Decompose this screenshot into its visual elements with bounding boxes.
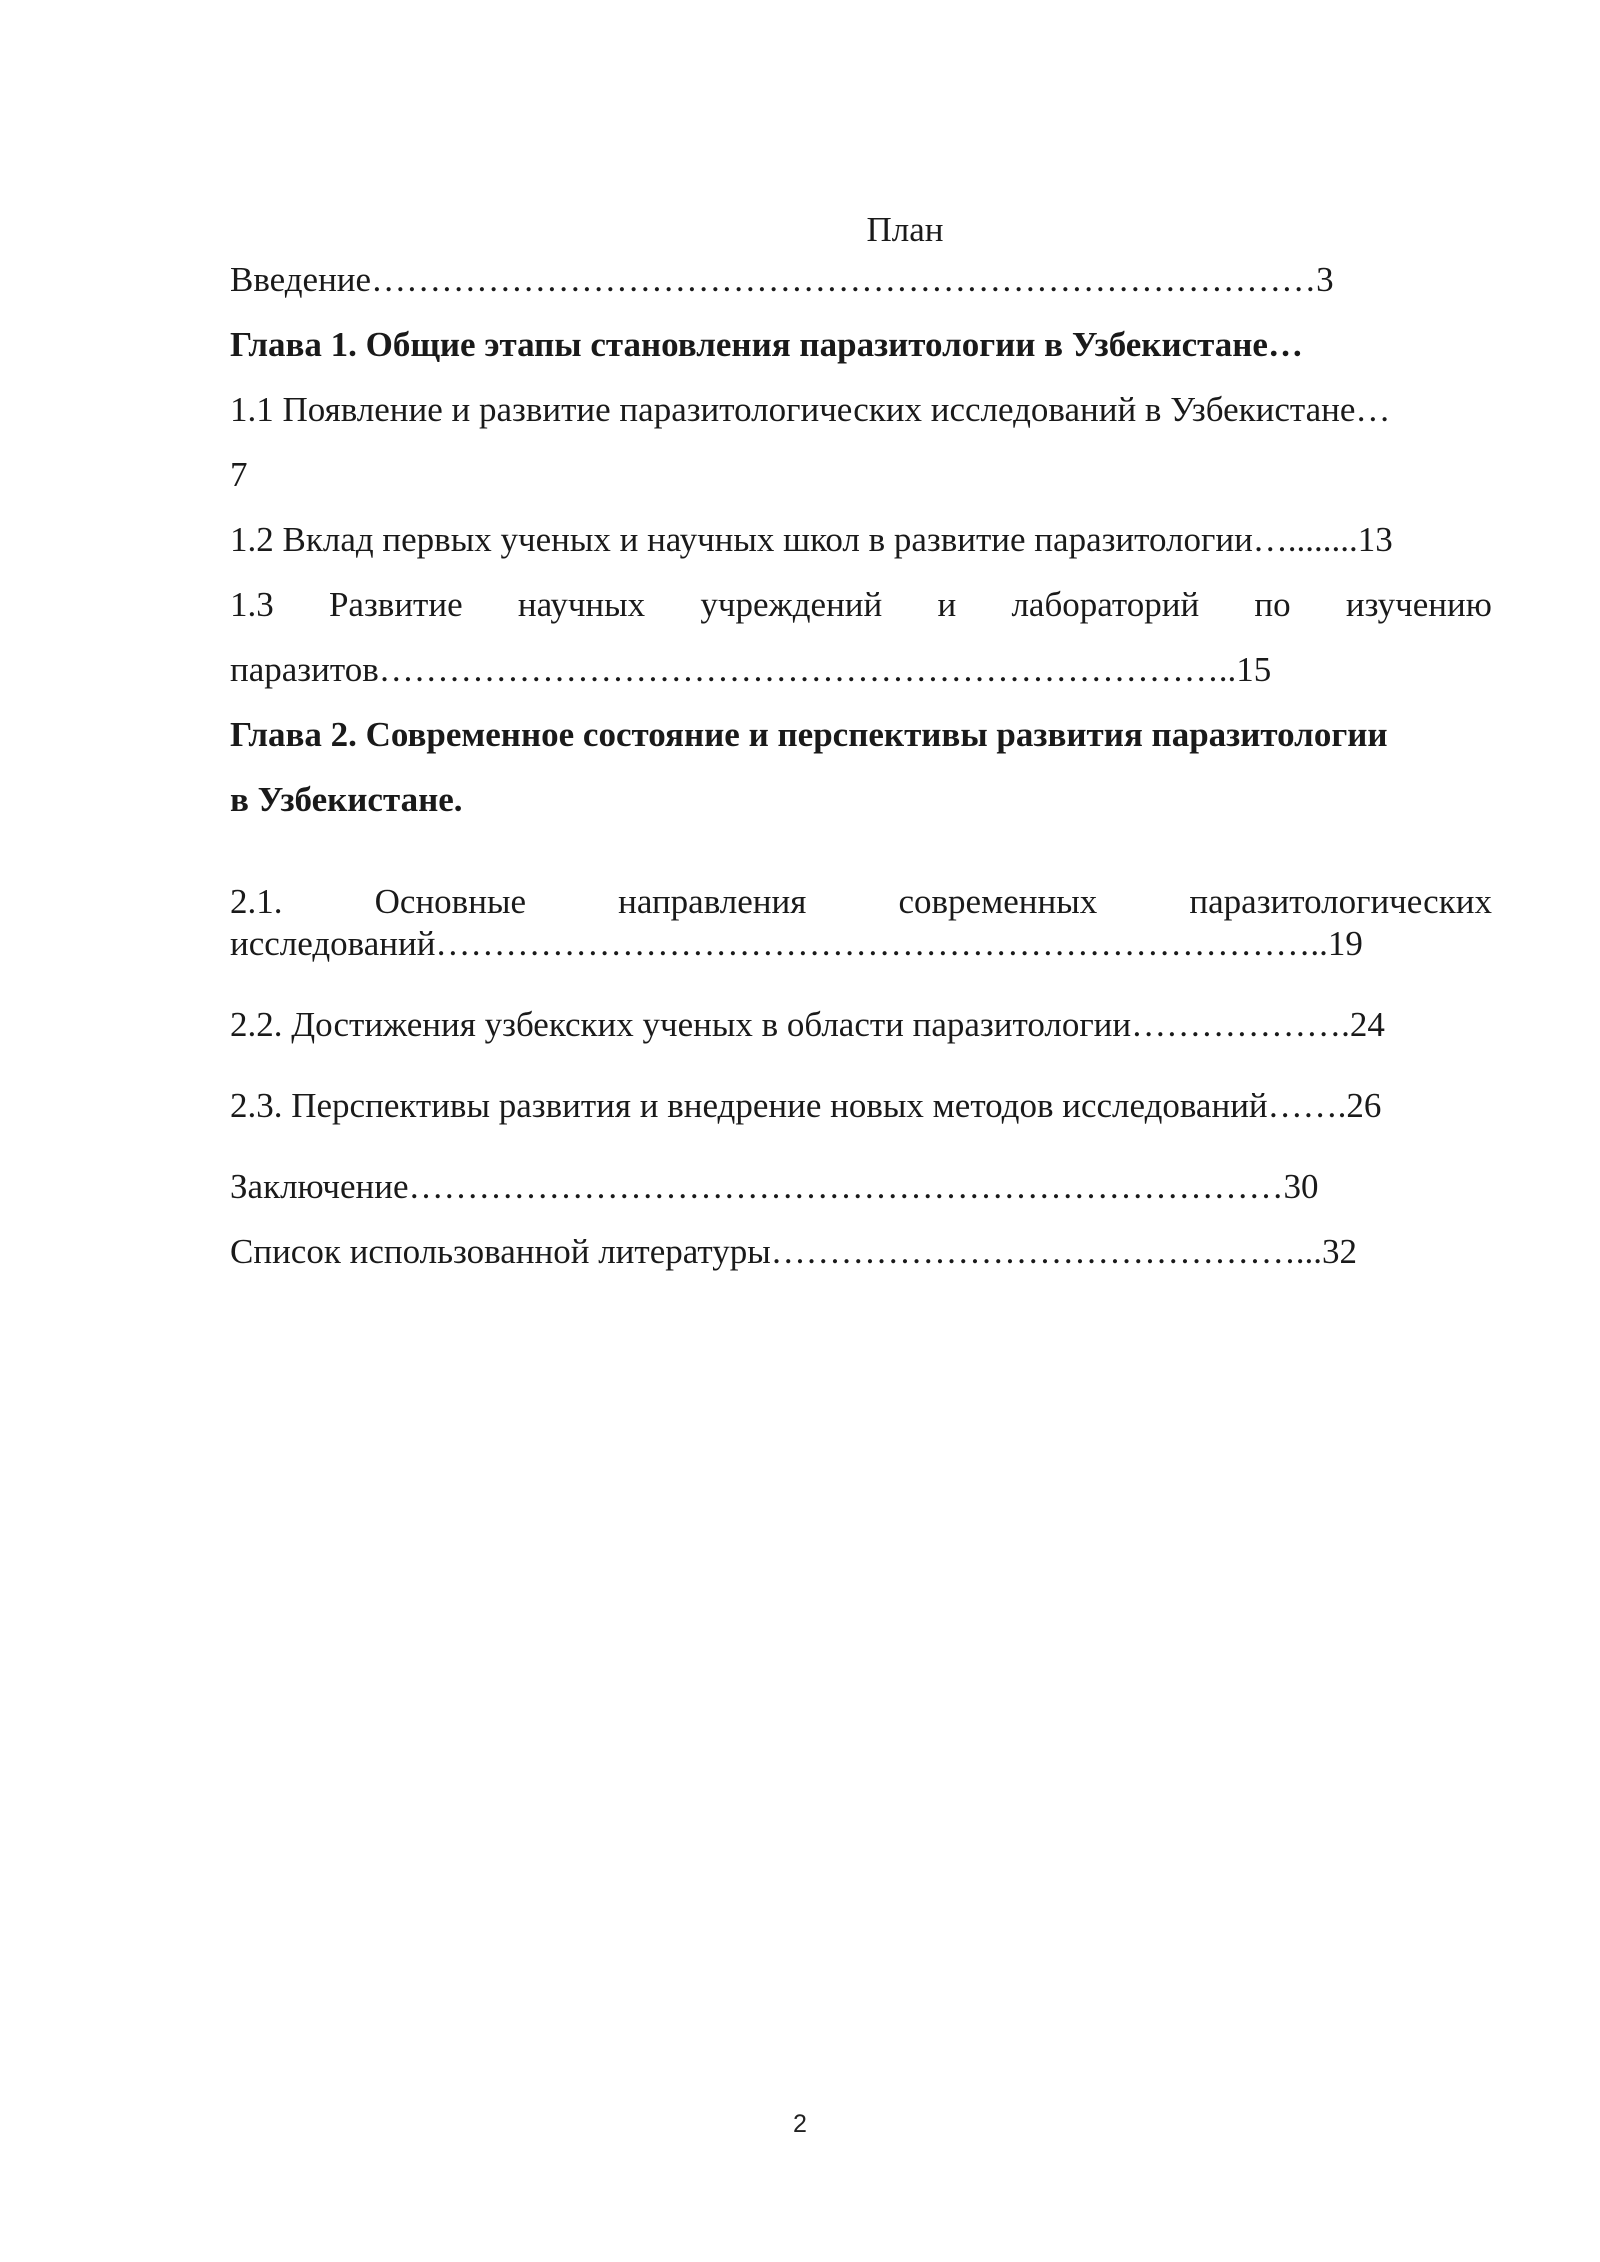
- toc-word: 1.3: [230, 585, 274, 624]
- toc-entry-references: Список использованной литературы………………………………………...32: [230, 1232, 1357, 1271]
- toc-entry-1-3-continuation: паразитов………………………………………………………………..15: [230, 650, 1272, 689]
- toc-entry-2-1-continuation: исследований…………………………………………………………………..19: [230, 924, 1363, 963]
- toc-word: Основные: [374, 882, 526, 921]
- toc-word: лабораторий: [1011, 585, 1200, 624]
- toc-entry-intro: Введение………………………………………………………………………3: [230, 260, 1334, 299]
- toc-word: научных: [517, 585, 646, 624]
- toc-chapter-2-line-2: в Узбекистане.: [230, 780, 463, 819]
- toc-entry-1-1-page: 7: [230, 455, 248, 494]
- toc-entry-2-3: 2.3. Перспективы развития и внедрение новых методов исследований…….26: [230, 1086, 1382, 1125]
- toc-word: и: [937, 585, 957, 624]
- toc-word: изучению: [1345, 585, 1492, 624]
- toc-word: направления: [618, 882, 807, 921]
- toc-chapter-2-line-1: Глава 2. Современное состояние и перспективы развития паразитологии: [230, 715, 1388, 754]
- toc-entry-2-2: 2.2. Достижения узбекских ученых в области паразитологии……………….24: [230, 1005, 1385, 1044]
- toc-entry-1-1: 1.1 Появление и развитие паразитологических исследований в Узбекистане…: [230, 390, 1391, 429]
- page-number: 2: [793, 2110, 807, 2138]
- toc-entry-1-3: [230, 585, 1492, 625]
- toc-word: паразитологических: [1189, 882, 1492, 921]
- toc-word: 2.1.: [230, 882, 283, 921]
- toc-entry-conclusion: Заключение…………………………………………………………………30: [230, 1167, 1319, 1206]
- page-title: План: [866, 210, 944, 249]
- toc-word: современных: [898, 882, 1098, 921]
- toc-chapter-1: Глава 1. Общие этапы становления паразитологии в Узбекистане…: [230, 325, 1303, 364]
- toc-entry-2-1: [230, 882, 1492, 922]
- toc-entry-1-2: 1.2 Вклад первых ученых и научных школ в развитие паразитологии…........13: [230, 520, 1393, 559]
- toc-word: по: [1254, 585, 1291, 624]
- toc-word: учреждений: [700, 585, 883, 624]
- toc-word: Развитие: [328, 585, 463, 624]
